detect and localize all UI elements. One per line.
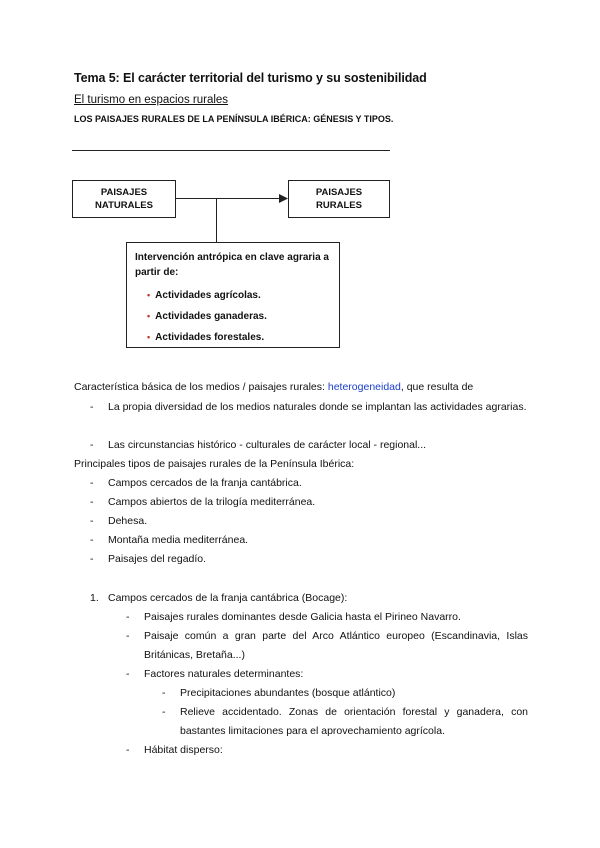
intervention-item: • Actividades ganaderas. bbox=[147, 306, 333, 327]
arrow-head-icon bbox=[279, 194, 288, 203]
characteristic-paragraph bbox=[74, 378, 534, 397]
section1-last-point bbox=[126, 741, 528, 760]
factors-list bbox=[162, 684, 528, 741]
section1-point bbox=[126, 627, 528, 665]
page-title: Tema 5: El carácter territorial del turismo y su sostenibilidad bbox=[74, 71, 427, 85]
type-item bbox=[90, 550, 528, 569]
section-subtitle: El turismo en espacios rurales bbox=[74, 94, 229, 106]
section1-title: Campos cercados de la franja cantábrica (Bocage): bbox=[108, 592, 348, 604]
section1-point bbox=[126, 665, 528, 684]
factor-item bbox=[162, 684, 528, 703]
section1-point-text: Paisaje común a gran parte del Arco Atlántico europeo (Escandinavia, Islas Británicas, Bretaña...) bbox=[144, 630, 528, 661]
section1-point-text: Paisajes rurales dominantes desde Galicia hasta el Pirineo Navarro. bbox=[144, 611, 461, 623]
intervention-item: • Actividades forestales. bbox=[147, 327, 333, 348]
type-item bbox=[90, 512, 528, 531]
dash-bullet: - bbox=[126, 668, 130, 680]
type-text: Paisajes del regadío. bbox=[108, 553, 207, 565]
dash-bullet: - bbox=[90, 534, 94, 546]
intervention-box bbox=[126, 242, 340, 348]
keyword-heterogeneidad: heterogeneidad bbox=[327, 381, 401, 393]
reason-text: La propia diversidad de los medios naturales donde se implantan las actividades agrarias. bbox=[108, 401, 527, 413]
factor-text: Relieve accidentado. Zonas de orientación forestal y ganadera, con bastantes limitaciones para el aprovechamiento agrícola. bbox=[180, 706, 528, 737]
figure-heading: LOS PAISAJES RURALES DE LA PENÍNSULA IBÉRICA: GÉNESIS Y TIPOS. bbox=[74, 114, 394, 124]
type-text: Montaña media mediterránea. bbox=[108, 534, 249, 546]
section1-points bbox=[126, 608, 528, 684]
dash-bullet: - bbox=[126, 611, 130, 623]
section1-number: 1. bbox=[90, 592, 99, 604]
dash-bullet: - bbox=[90, 439, 94, 451]
dash-bullet: - bbox=[162, 687, 166, 699]
section1-point bbox=[126, 608, 528, 627]
intervention-title: Intervención antrópica en clave agraria a partir de: bbox=[135, 252, 329, 278]
box-natural-landscapes bbox=[72, 180, 176, 218]
types-list bbox=[90, 474, 528, 569]
dash-bullet: - bbox=[162, 706, 166, 718]
reason-item bbox=[90, 436, 528, 455]
box-rural-line1: PAISAJES bbox=[315, 187, 363, 198]
characteristic-prefix: Característica básica de los medios / paisajes rurales: bbox=[74, 381, 328, 393]
connector-horizontal bbox=[175, 198, 280, 199]
type-item bbox=[90, 474, 528, 493]
dash-bullet: - bbox=[126, 630, 130, 642]
type-item bbox=[90, 493, 528, 512]
types-intro: Principales tipos de paisajes rurales de la Península Ibérica: bbox=[74, 458, 355, 470]
dash-bullet: - bbox=[126, 744, 130, 756]
reason-item bbox=[90, 398, 528, 417]
intervention-item: • Actividades agrícolas. bbox=[147, 285, 333, 306]
dash-bullet: - bbox=[90, 515, 94, 527]
figure-divider bbox=[72, 150, 390, 151]
type-text: Campos abiertos de la trilogía mediterránea. bbox=[108, 496, 316, 508]
box-rural-line2: RURALES bbox=[316, 200, 362, 211]
section1-heading bbox=[90, 589, 530, 608]
dash-bullet: - bbox=[90, 553, 94, 565]
dash-bullet: - bbox=[90, 496, 94, 508]
dash-bullet: - bbox=[90, 477, 94, 489]
connector-vertical bbox=[216, 198, 217, 242]
box-natural-line2: NATURALES bbox=[95, 200, 153, 211]
box-rural-landscapes bbox=[288, 180, 390, 218]
dash-bullet: - bbox=[90, 401, 94, 413]
characteristic-suffix: , que resulta de bbox=[400, 381, 474, 393]
reason-text: Las circunstancias histórico - culturales de carácter local - regional... bbox=[108, 439, 427, 451]
type-text: Dehesa. bbox=[108, 515, 148, 527]
box-natural-line1: PAISAJES bbox=[100, 187, 148, 198]
factor-text: Precipitaciones abundantes (bosque atlántico) bbox=[180, 687, 396, 699]
factor-item bbox=[162, 703, 528, 741]
section1-point-text: Factores naturales determinantes: bbox=[144, 668, 304, 680]
type-item bbox=[90, 531, 528, 550]
section1-last-point-text: Hábitat disperso: bbox=[144, 744, 223, 756]
intervention-list bbox=[135, 285, 333, 348]
type-text: Campos cercados de la franja cantábrica. bbox=[108, 477, 302, 489]
